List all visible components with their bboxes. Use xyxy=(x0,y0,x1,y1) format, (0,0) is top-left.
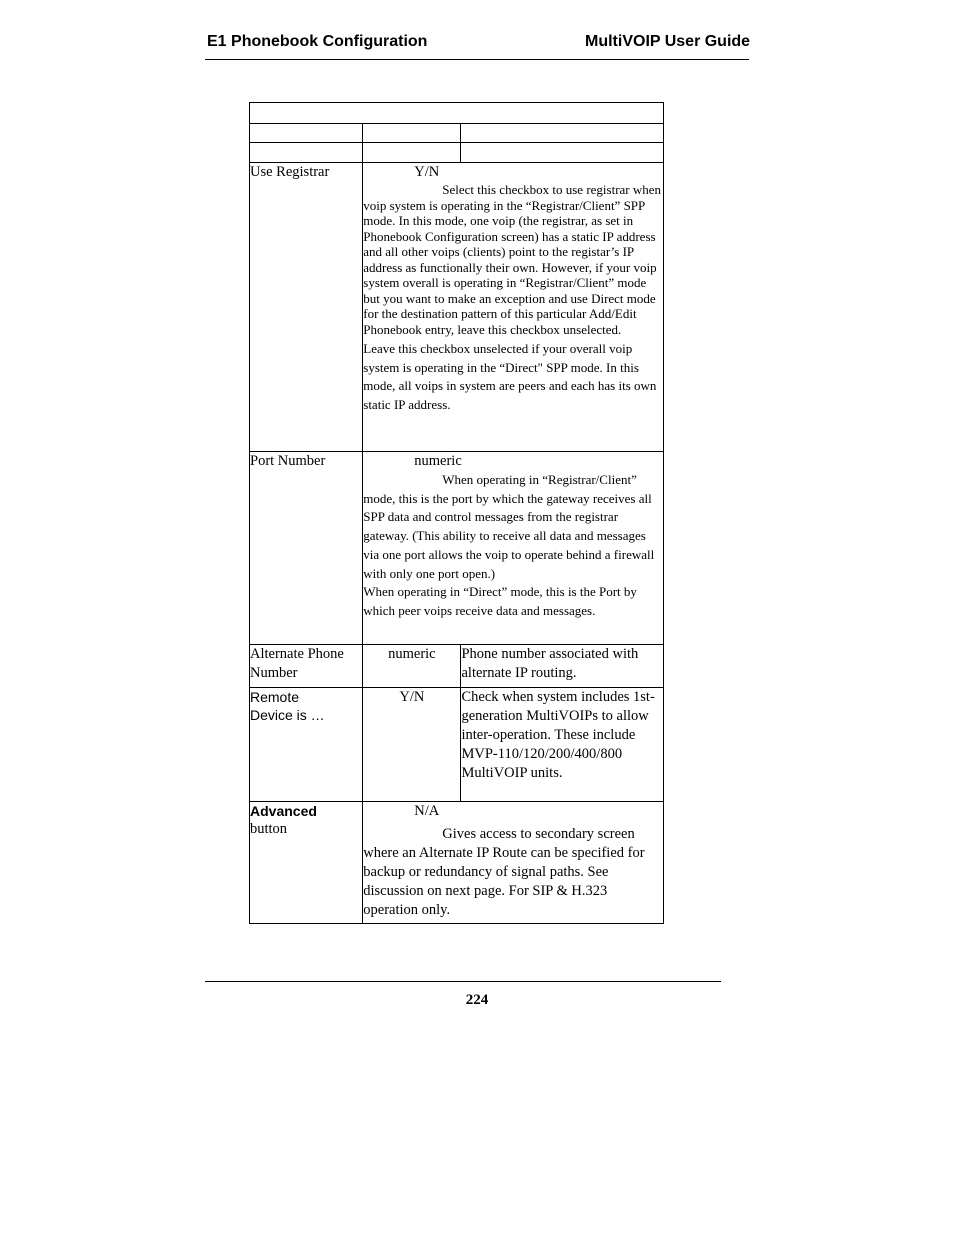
field-name: Alternate Phone Number xyxy=(250,645,363,688)
table-header-row xyxy=(250,124,664,143)
field-description: When operating in “Registrar/Client” mode, this is the port by which the gateway receives all SPP data and control messages from the registrar gateway. (This ability to receive all data and messages via one port allows the voip to operate behind a firewall with only one port open.) xyxy=(363,472,655,581)
field-type: numeric xyxy=(363,645,461,688)
field-name: Use Registrar xyxy=(250,163,363,452)
field-description-note: When operating in “Direct” mode, this is the Port by which peer voips receive data and messages. xyxy=(363,584,637,618)
footer-rule xyxy=(205,981,721,982)
table-title-cell xyxy=(250,103,664,124)
field-details xyxy=(363,452,664,645)
table-row-alternate-phone xyxy=(250,645,664,688)
table-subheader-row xyxy=(250,143,664,163)
page-number: 224 xyxy=(465,992,489,1008)
subheader-cell-field xyxy=(250,143,363,163)
field-type: N/A xyxy=(414,803,440,819)
field-details xyxy=(363,163,664,452)
field-details xyxy=(363,802,664,924)
field-type: numeric xyxy=(414,453,462,469)
table-row-port-number xyxy=(250,452,664,645)
table-row-remote-device xyxy=(250,688,664,802)
field-description: Check when system includes 1st-generation MultiVOIPs to allow inter-operation. These include MVP-110/120/200/400/800 MultiVOIP units. xyxy=(461,688,664,802)
table-title-row xyxy=(250,103,664,124)
field-definitions-table xyxy=(249,102,664,924)
field-name-suffix: button xyxy=(250,821,288,837)
field-name xyxy=(250,688,363,802)
field-description: Phone number associated with alternate IP routing. xyxy=(461,645,664,688)
header-cell-description xyxy=(461,124,664,143)
field-type: Y/N xyxy=(363,688,461,802)
table-row-advanced xyxy=(250,802,664,924)
field-name xyxy=(250,802,363,924)
running-header-title: E1 Phonebook Configuration xyxy=(207,33,428,50)
subheader-cell-values xyxy=(363,143,461,163)
field-name-text: Remote Device is … xyxy=(250,689,325,723)
field-description: Gives access to secondary screen where an Alternate IP Route can be specified for backup or redundancy of signal paths. See discussion on next page. For SIP & H.323 operation only. xyxy=(363,826,645,918)
field-type: Y/N xyxy=(414,164,440,180)
field-description: Select this checkbox to use registrar when voip system is operating in the “Registrar/Client” SPP mode. In this mode, one voip (the registrar, as set in Phonebook Configuration screen) has a static IP address and all other voips (clients) point to the registar’s IP address as functionally their own. However, if your voip system overall is operating in “Registrar/Client” mode but you want to make an exception and use Direct mode for the destination pattern of this particular Add/Edit Phonebook entry, leave this checkbox unselected. xyxy=(363,182,662,337)
subheader-cell-description xyxy=(461,143,664,163)
field-description-note: Leave this checkbox unselected if your overall voip system is operating in the “Direct" SPP mode. In this mode, all voips in system are peers and each has its own static IP address. xyxy=(363,341,657,413)
header-cell-values xyxy=(363,124,461,143)
field-name-bold: Advanced xyxy=(250,803,317,819)
field-name: Port Number xyxy=(250,452,363,645)
running-header-guide: MultiVOIP User Guide xyxy=(585,33,751,50)
header-rule xyxy=(205,59,749,60)
header-cell-field xyxy=(250,124,363,143)
table-row-use-registrar xyxy=(250,163,664,452)
